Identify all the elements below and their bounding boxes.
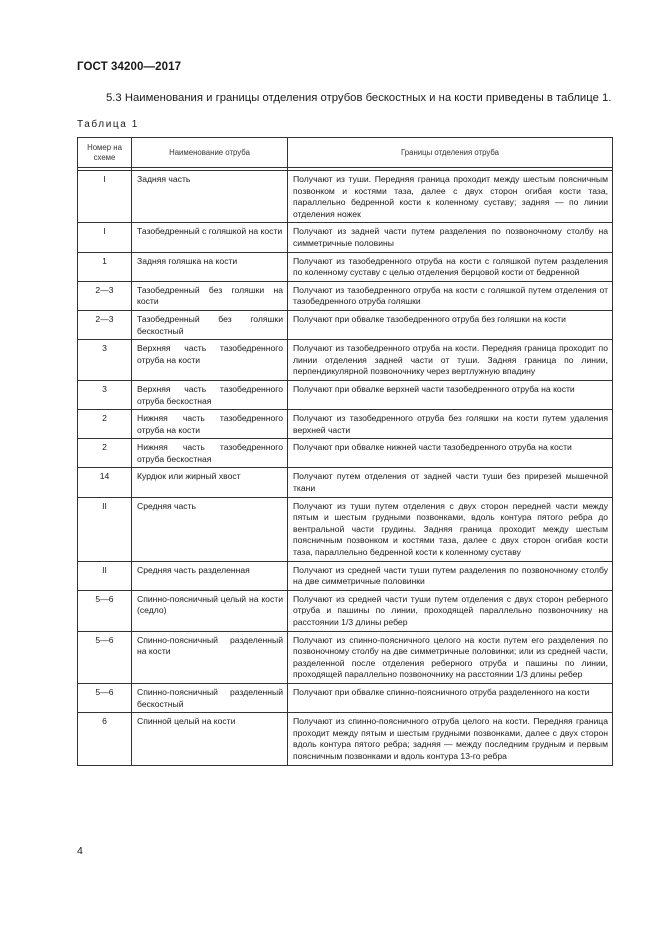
cut-boundary-cell: Получают из тазобедренного отруба без голяшки на кости путем удаления верхней части <box>288 410 613 439</box>
cut-boundary-cell: Получают при обвалке спинно-поясничного отруба разделенного на кости <box>288 683 613 712</box>
cut-boundary-cell: Получают из спинно-поясничного отруба целого на кости. Передняя граница проходит между пятым и шестым грудными позвонками, далее с двух сторон вдоль контура пятого ребра; задняя — между последним грудным и первым поясничным позвонками и вдоль контура 13-го ребра <box>288 713 613 765</box>
table-row <box>78 340 613 381</box>
cut-boundary-cell: Получают из средней части туши путем отделения с двух сторон реберного отруба и пашины по линии, проходящей параллельно позвоночнику на расстоянии 1/3 длины ребер <box>288 590 613 631</box>
cut-boundary-cell: Получают при обвалке нижней части тазобедренного отруба на кости <box>288 439 613 468</box>
cut-number-cell: I <box>78 223 132 252</box>
cut-name-cell: Верхняя часть тазобедренного отруба бескостная <box>132 380 288 409</box>
cut-boundary-cell: Получают при обвалке верхней части тазобедренного отруба на кости <box>288 380 613 409</box>
cut-name-cell: Верхняя часть тазобедренного отруба на кости <box>132 340 288 381</box>
column-header-name: Наименование отруба <box>132 138 288 168</box>
cut-name-cell: Тазобедренный с голяшкой на кости <box>132 223 288 252</box>
cut-boundary-cell: Получают из туши путем отделения с двух сторон передней части между пятым и шестым грудными позвонками, вдоль контура пятого ребра до вентральной части грудины. Задняя граница проходит между шестым поясничным позвонком и костями таза, далее с двух сторон огибая кости таза, параллельно бедренной кости к коленному суставу <box>288 497 613 561</box>
cut-name-cell: Спинно-поясничный разделенный бескостный <box>132 683 288 712</box>
cuts-table-container <box>77 137 612 766</box>
cut-number-cell: 3 <box>78 380 132 409</box>
table-row <box>78 171 613 223</box>
cut-boundary-cell: Получают из тазобедренного отруба на кости с голяшкой путем разделения по коленному суставу с целью отделения берцовой кости от бедренной <box>288 252 613 281</box>
cut-name-cell: Спинно-поясничный целый на кости (седло) <box>132 590 288 631</box>
cut-name-cell: Нижняя часть тазобедренного отруба на кости <box>132 410 288 439</box>
cuts-table <box>77 137 613 766</box>
cut-number-cell: 2 <box>78 439 132 468</box>
table-row <box>78 380 613 409</box>
column-header-bounds: Границы отделения отруба <box>288 138 613 168</box>
cut-name-cell: Задняя голяшка на кости <box>132 252 288 281</box>
table-row <box>78 252 613 281</box>
table-body <box>78 168 613 766</box>
cut-name-cell: Спинно-поясничный разделенный на кости <box>132 631 288 683</box>
table-header-row <box>78 138 613 168</box>
cut-name-cell: Тазобедренный без голяшки на кости <box>132 281 288 310</box>
cut-number-cell: 14 <box>78 468 132 497</box>
cut-boundary-cell: Получают из тазобедренного отруба на кости с голяшкой путем отделения от тазобедренного отруба голяшки <box>288 281 613 310</box>
table-caption: Таблица 1 <box>77 119 139 130</box>
table-row <box>78 683 613 712</box>
cut-number-cell: 5—6 <box>78 590 132 631</box>
column-header-number: Номер на схеме <box>78 138 132 168</box>
intro-paragraph: 5.3 Наименования и границы отделения отрубов бескостных и на кости приведены в таблице 1. <box>106 92 612 104</box>
cut-number-cell: I <box>78 171 132 223</box>
cut-name-cell: Тазобедренный без голяшки бескостный <box>132 310 288 339</box>
table-row <box>78 223 613 252</box>
cut-number-cell: 3 <box>78 340 132 381</box>
document-header: ГОСТ 34200—2017 <box>77 61 182 73</box>
cut-name-cell: Задняя часть <box>132 171 288 223</box>
cut-name-cell: Нижняя часть тазобедренного отруба бескостная <box>132 439 288 468</box>
cut-number-cell: 5—6 <box>78 683 132 712</box>
cut-number-cell: 1 <box>78 252 132 281</box>
cut-boundary-cell: Получают из спинно-поясничного целого на кости путем его разделения по позвоночному столбу на две симметричные половинки; или из средней части, разделенной после отделения реберного отруба и пашины по линии, проходящей параллельно позвоночнику на расстоянии 1/3 длины ребер <box>288 631 613 683</box>
table-row <box>78 631 613 683</box>
cut-name-cell: Средняя часть разделенная <box>132 561 288 590</box>
cut-number-cell: 6 <box>78 713 132 765</box>
cut-boundary-cell: Получают из тазобедренного отруба на кости. Передняя граница проходит по линии отделения задней части от туши. Задняя граница по линии, перпендикулярной позвоночнику через вертлужную впадину <box>288 340 613 381</box>
cut-boundary-cell: Получают из туши. Передняя граница проходит между шестым поясничным позвонком и костями таза, далее с двух сторон огибая кости таза, параллельно бедренной кости к коленному суставу; задняя — по линии отделения ножек <box>288 171 613 223</box>
page-number: 4 <box>77 845 83 857</box>
cut-number-cell: 2 <box>78 410 132 439</box>
cut-name-cell: Спинной целый на кости <box>132 713 288 765</box>
cut-name-cell: Курдюк или жирный хвост <box>132 468 288 497</box>
table-row <box>78 310 613 339</box>
table-row <box>78 281 613 310</box>
cut-number-cell: 2—3 <box>78 281 132 310</box>
cut-boundary-cell: Получают из средней части туши путем разделения по позвоночному столбу на две симметричные половинки <box>288 561 613 590</box>
table-row <box>78 561 613 590</box>
cut-name-cell: Средняя часть <box>132 497 288 561</box>
cut-number-cell: 5—6 <box>78 631 132 683</box>
table-row <box>78 410 613 439</box>
table-row <box>78 590 613 631</box>
cut-boundary-cell: Получают из задней части путем разделения по позвоночному столбу на симметричные половины <box>288 223 613 252</box>
cut-boundary-cell: Получают путем отделения от задней части туши без прирезей мышечной ткани <box>288 468 613 497</box>
cut-number-cell: II <box>78 561 132 590</box>
cut-number-cell: II <box>78 497 132 561</box>
table-row <box>78 497 613 561</box>
table-row <box>78 713 613 765</box>
table-row <box>78 468 613 497</box>
cut-boundary-cell: Получают при обвалке тазобедренного отруба без голяшки на кости <box>288 310 613 339</box>
table-row <box>78 439 613 468</box>
cut-number-cell: 2—3 <box>78 310 132 339</box>
